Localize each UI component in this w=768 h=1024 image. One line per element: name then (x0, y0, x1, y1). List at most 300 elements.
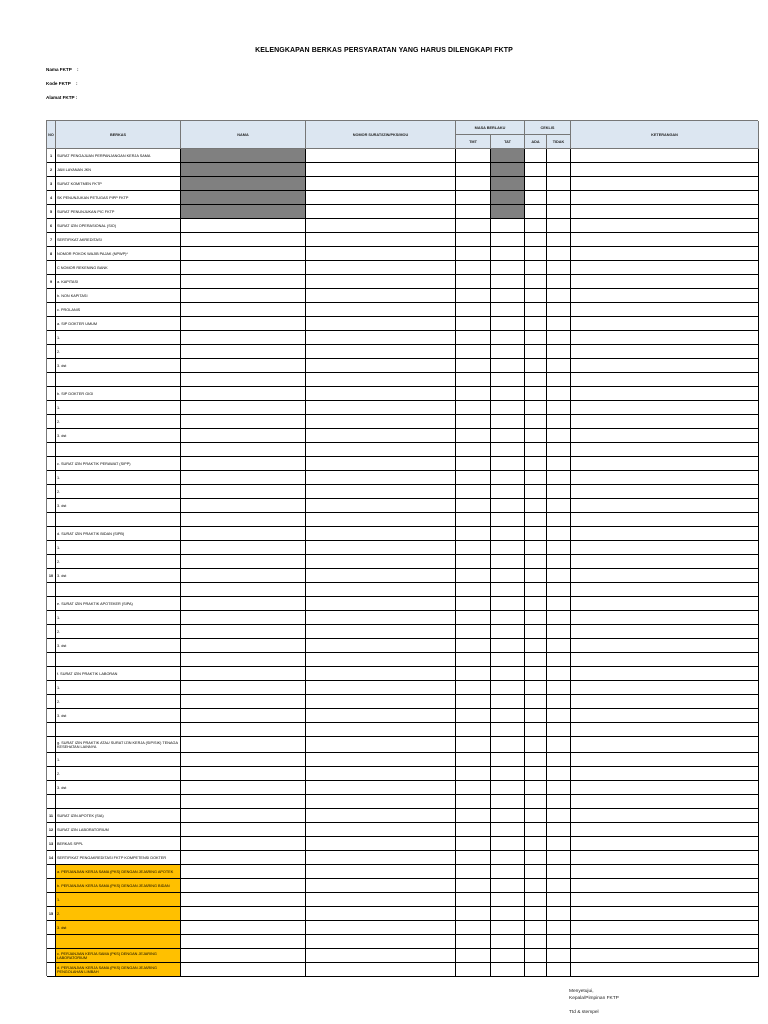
row-keterangan (571, 865, 759, 879)
row-tidak (547, 303, 571, 317)
header-nomor-surat: NOMOR SURAT/IZIN/PKS/MOU (306, 121, 456, 149)
row-berkas: SK PENUNJUKAN PETUGAS PIPP FKTP (56, 191, 181, 205)
row-keterangan (571, 233, 759, 247)
row-tidak (547, 163, 571, 177)
row-tat (491, 625, 525, 639)
row-keterangan (571, 781, 759, 795)
row-nama (181, 331, 306, 345)
row-keterangan (571, 837, 759, 851)
row-nomor-surat (306, 737, 456, 753)
row-tmt (456, 893, 491, 907)
row-berkas: 2. (56, 485, 181, 499)
row-number (47, 429, 56, 443)
row-number (47, 387, 56, 401)
row-tidak (547, 177, 571, 191)
row-nomor-surat (306, 823, 456, 837)
row-nama (181, 935, 306, 949)
row-tat (491, 387, 525, 401)
row-tat (491, 373, 525, 387)
row-tmt (456, 429, 491, 443)
row-tmt (456, 275, 491, 289)
row-keterangan (571, 149, 759, 163)
row-tmt (456, 471, 491, 485)
row-nama (181, 837, 306, 851)
document-title: KELENGKAPAN BERKAS PERSYARATAN YANG HARUS DILENGKAPI FKTP (255, 47, 513, 54)
row-ada (525, 723, 547, 737)
row-keterangan (571, 583, 759, 597)
row-nomor-surat (306, 163, 456, 177)
row-tat (491, 177, 525, 191)
row-tidak (547, 499, 571, 513)
row-keterangan (571, 767, 759, 781)
row-nomor-surat (306, 921, 456, 935)
row-number (47, 767, 56, 781)
row-nama (181, 949, 306, 963)
row-tmt (456, 205, 491, 219)
row-ada (525, 303, 547, 317)
row-keterangan (571, 387, 759, 401)
row-ada (525, 767, 547, 781)
row-tidak (547, 893, 571, 907)
row-nama (181, 205, 306, 219)
row-nomor-surat (306, 625, 456, 639)
row-ada (525, 149, 547, 163)
row-berkas: 3. dst (56, 921, 181, 935)
signature-line: Menyetujui, (569, 989, 594, 994)
row-tmt (456, 541, 491, 555)
row-tat (491, 247, 525, 261)
row-nomor-surat (306, 275, 456, 289)
row-tat (491, 457, 525, 471)
row-nama (181, 429, 306, 443)
row-tidak (547, 949, 571, 963)
row-tat (491, 149, 525, 163)
row-berkas: 2. (56, 695, 181, 709)
row-tat (491, 583, 525, 597)
row-keterangan (571, 177, 759, 191)
row-berkas (56, 723, 181, 737)
row-keterangan (571, 723, 759, 737)
row-tidak (547, 149, 571, 163)
row-nomor-surat (306, 499, 456, 513)
row-tmt (456, 767, 491, 781)
row-tidak (547, 639, 571, 653)
row-nomor-surat (306, 387, 456, 401)
row-tidak (547, 415, 571, 429)
row-nomor-surat (306, 681, 456, 695)
row-tmt (456, 345, 491, 359)
row-number: 4 (47, 191, 56, 205)
row-number (47, 879, 56, 893)
row-tat (491, 893, 525, 907)
row-tmt (456, 303, 491, 317)
row-ada (525, 331, 547, 345)
row-tat (491, 359, 525, 373)
row-ada (525, 921, 547, 935)
row-berkas: 3. dst (56, 709, 181, 723)
row-berkas: 2. (56, 345, 181, 359)
row-berkas (56, 373, 181, 387)
row-nama (181, 667, 306, 681)
row-nama (181, 149, 306, 163)
row-tmt (456, 949, 491, 963)
row-nomor-surat (306, 639, 456, 653)
row-tat (491, 695, 525, 709)
row-number (47, 485, 56, 499)
row-tat (491, 597, 525, 611)
row-tidak (547, 289, 571, 303)
row-nomor-surat (306, 893, 456, 907)
row-nomor-surat (306, 555, 456, 569)
row-number: 11 (47, 809, 56, 823)
row-nama (181, 695, 306, 709)
row-tidak (547, 583, 571, 597)
row-tat (491, 737, 525, 753)
row-nomor-surat (306, 331, 456, 345)
row-number (47, 737, 56, 753)
row-tat (491, 289, 525, 303)
row-number (47, 949, 56, 963)
header-tidak: TIDAK (547, 135, 571, 149)
row-keterangan (571, 485, 759, 499)
row-tidak (547, 781, 571, 795)
row-number (47, 781, 56, 795)
row-tmt (456, 163, 491, 177)
row-berkas: 1. (56, 681, 181, 695)
row-berkas (56, 935, 181, 949)
row-nomor-surat (306, 653, 456, 667)
row-ada (525, 653, 547, 667)
row-tidak (547, 879, 571, 893)
row-tidak (547, 569, 571, 583)
row-tidak (547, 527, 571, 541)
row-tidak (547, 429, 571, 443)
row-number (47, 261, 56, 275)
row-tmt (456, 177, 491, 191)
row-tidak (547, 219, 571, 233)
row-nama (181, 359, 306, 373)
row-keterangan (571, 667, 759, 681)
row-nama (181, 625, 306, 639)
row-keterangan (571, 737, 759, 753)
row-berkas: c. PROLANIS (56, 303, 181, 317)
row-nomor-surat (306, 851, 456, 865)
row-tat (491, 345, 525, 359)
row-ada (525, 471, 547, 485)
row-number (47, 401, 56, 415)
row-keterangan (571, 823, 759, 837)
row-tmt (456, 809, 491, 823)
row-ada (525, 639, 547, 653)
row-ada (525, 823, 547, 837)
row-number (47, 795, 56, 809)
row-nama (181, 737, 306, 753)
row-tmt (456, 737, 491, 753)
row-number: 5 (47, 205, 56, 219)
row-nama (181, 219, 306, 233)
row-ada (525, 949, 547, 963)
row-nama (181, 653, 306, 667)
row-nama (181, 753, 306, 767)
row-tat (491, 795, 525, 809)
row-tidak (547, 681, 571, 695)
row-nama (181, 499, 306, 513)
row-keterangan (571, 205, 759, 219)
row-tidak (547, 247, 571, 261)
row-tat (491, 443, 525, 457)
row-tidak (547, 443, 571, 457)
row-tidak (547, 471, 571, 485)
row-nomor-surat (306, 471, 456, 485)
row-berkas: SURAT PENUNJUKAN PIC FKTP (56, 205, 181, 219)
row-nama (181, 275, 306, 289)
row-number (47, 583, 56, 597)
row-berkas: 1. (56, 541, 181, 555)
row-number: 12 (47, 823, 56, 837)
row-keterangan (571, 681, 759, 695)
row-ada (525, 569, 547, 583)
row-nama (181, 569, 306, 583)
row-number: 2 (47, 163, 56, 177)
row-nama (181, 373, 306, 387)
row-tmt (456, 907, 491, 921)
row-berkas: a. KAPITASI (56, 275, 181, 289)
row-tidak (547, 359, 571, 373)
row-nama (181, 921, 306, 935)
row-tat (491, 233, 525, 247)
field-label: Kode FKTP (46, 81, 71, 86)
row-nama (181, 415, 306, 429)
row-nama (181, 345, 306, 359)
row-tat (491, 851, 525, 865)
row-nomor-surat (306, 457, 456, 471)
row-berkas: f. SURAT IZIN PRAKTIK LABORAN (56, 667, 181, 681)
row-tidak (547, 513, 571, 527)
row-nomor-surat (306, 837, 456, 851)
row-nama (181, 597, 306, 611)
row-ada (525, 499, 547, 513)
row-berkas: 3. dst (56, 639, 181, 653)
row-nomor-surat (306, 907, 456, 921)
row-berkas: b. NON KAPITASI (56, 289, 181, 303)
row-nama (181, 527, 306, 541)
row-berkas (56, 653, 181, 667)
row-ada (525, 457, 547, 471)
header-masa-berlaku: MASA BERLAKU (456, 121, 525, 135)
row-keterangan (571, 527, 759, 541)
row-nomor-surat (306, 289, 456, 303)
row-tmt (456, 219, 491, 233)
row-berkas: SURAT IZIN APOTEK (SIA) (56, 809, 181, 823)
row-berkas: 3. dst (56, 359, 181, 373)
row-tat (491, 681, 525, 695)
row-nama (181, 907, 306, 921)
row-tidak (547, 401, 571, 415)
row-keterangan (571, 653, 759, 667)
row-number: 7 (47, 233, 56, 247)
row-keterangan (571, 317, 759, 331)
row-keterangan (571, 597, 759, 611)
row-nama (181, 639, 306, 653)
header-no: NO (47, 121, 56, 149)
row-keterangan (571, 809, 759, 823)
row-tat (491, 191, 525, 205)
row-tat (491, 809, 525, 823)
row-nama (181, 723, 306, 737)
row-ada (525, 695, 547, 709)
row-berkas: 3. dst (56, 781, 181, 795)
row-nomor-surat (306, 303, 456, 317)
row-ada (525, 837, 547, 851)
row-keterangan (571, 639, 759, 653)
row-berkas: SERTIFIKAT AKREDITASI (56, 233, 181, 247)
row-tmt (456, 695, 491, 709)
row-tidak (547, 667, 571, 681)
row-nomor-surat (306, 149, 456, 163)
field-separator: : (76, 67, 79, 72)
row-tmt (456, 191, 491, 205)
row-number (47, 345, 56, 359)
row-nomor-surat (306, 753, 456, 767)
row-tidak (547, 373, 571, 387)
row-tmt (456, 667, 491, 681)
row-ada (525, 401, 547, 415)
row-number (47, 457, 56, 471)
row-number (47, 443, 56, 457)
row-tmt (456, 317, 491, 331)
row-ada (525, 865, 547, 879)
row-nama (181, 247, 306, 261)
row-nama (181, 879, 306, 893)
row-berkas: c. PERJANJIAN KERJA SAMA (PKS) DENGAN JEJARING LABORATORIUM (56, 949, 181, 963)
header-tat: TAT (491, 135, 525, 149)
row-keterangan (571, 555, 759, 569)
row-keterangan (571, 851, 759, 865)
row-tmt (456, 373, 491, 387)
row-tat (491, 907, 525, 921)
row-tmt (456, 387, 491, 401)
row-berkas: g. SURAT IZIN PRAKTIK ATAU SURAT IZIN KERJA (SIP/SIK) TENAGA KESEHATAN LAINNYA (56, 737, 181, 753)
row-number (47, 471, 56, 485)
row-ada (525, 289, 547, 303)
row-tidak (547, 851, 571, 865)
row-berkas: 2. (56, 625, 181, 639)
requirements-table (46, 120, 758, 976)
signature-line: Kepala/Pimpinan FKTP (569, 996, 619, 1001)
row-nomor-surat (306, 569, 456, 583)
field-nama-fktp (46, 67, 79, 72)
row-ada (525, 737, 547, 753)
row-tmt (456, 611, 491, 625)
row-berkas: SURAT IZIN OPERASIONAL (SIO) (56, 219, 181, 233)
row-tmt (456, 401, 491, 415)
row-number: 3 (47, 177, 56, 191)
row-ada (525, 373, 547, 387)
row-number: 8 (47, 247, 56, 261)
row-berkas: 3. dst (56, 499, 181, 513)
row-number: 15 (47, 907, 56, 921)
row-nama (181, 443, 306, 457)
row-ada (525, 513, 547, 527)
row-berkas: b. SIP DOKTER GIGI (56, 387, 181, 401)
row-nomor-surat (306, 443, 456, 457)
row-nomor-surat (306, 809, 456, 823)
row-nama (181, 583, 306, 597)
row-nomor-surat (306, 611, 456, 625)
row-keterangan (571, 457, 759, 471)
row-tidak (547, 865, 571, 879)
row-keterangan (571, 247, 759, 261)
row-nama (181, 457, 306, 471)
row-nomor-surat (306, 359, 456, 373)
row-tmt (456, 443, 491, 457)
row-ada (525, 541, 547, 555)
row-keterangan (571, 753, 759, 767)
row-nama (181, 541, 306, 555)
row-berkas: 1. (56, 401, 181, 415)
row-tidak (547, 709, 571, 723)
row-ada (525, 597, 547, 611)
row-tat (491, 317, 525, 331)
row-number (47, 865, 56, 879)
row-nama (181, 963, 306, 977)
row-tmt (456, 359, 491, 373)
row-number (47, 611, 56, 625)
row-tmt (456, 289, 491, 303)
row-ada (525, 177, 547, 191)
row-tidak (547, 387, 571, 401)
row-tidak (547, 345, 571, 359)
row-keterangan (571, 275, 759, 289)
row-tat (491, 753, 525, 767)
row-number (47, 373, 56, 387)
row-tmt (456, 555, 491, 569)
row-number (47, 723, 56, 737)
row-number (47, 893, 56, 907)
row-berkas: 2. (56, 415, 181, 429)
field-label: Alamat FKTP : (46, 95, 78, 100)
row-nomor-surat (306, 191, 456, 205)
row-nama (181, 865, 306, 879)
row-tat (491, 555, 525, 569)
row-nomor-surat (306, 401, 456, 415)
row-tmt (456, 513, 491, 527)
row-nomor-surat (306, 667, 456, 681)
row-nama (181, 709, 306, 723)
row-nomor-surat (306, 429, 456, 443)
row-tidak (547, 205, 571, 219)
row-ada (525, 443, 547, 457)
row-tmt (456, 781, 491, 795)
row-berkas: JAM LAYANAN JKN (56, 163, 181, 177)
row-tmt (456, 921, 491, 935)
row-tmt (456, 879, 491, 893)
row-tidak (547, 935, 571, 949)
row-ada (525, 555, 547, 569)
row-nama (181, 177, 306, 191)
row-tat (491, 709, 525, 723)
row-nomor-surat (306, 963, 456, 977)
row-nomor-surat (306, 261, 456, 275)
row-tat (491, 639, 525, 653)
row-nomor-surat (306, 597, 456, 611)
row-number (47, 753, 56, 767)
row-nama (181, 513, 306, 527)
row-tat (491, 949, 525, 963)
row-ada (525, 163, 547, 177)
row-tat (491, 935, 525, 949)
row-berkas: a. SIP DOKTER UMUM (56, 317, 181, 331)
